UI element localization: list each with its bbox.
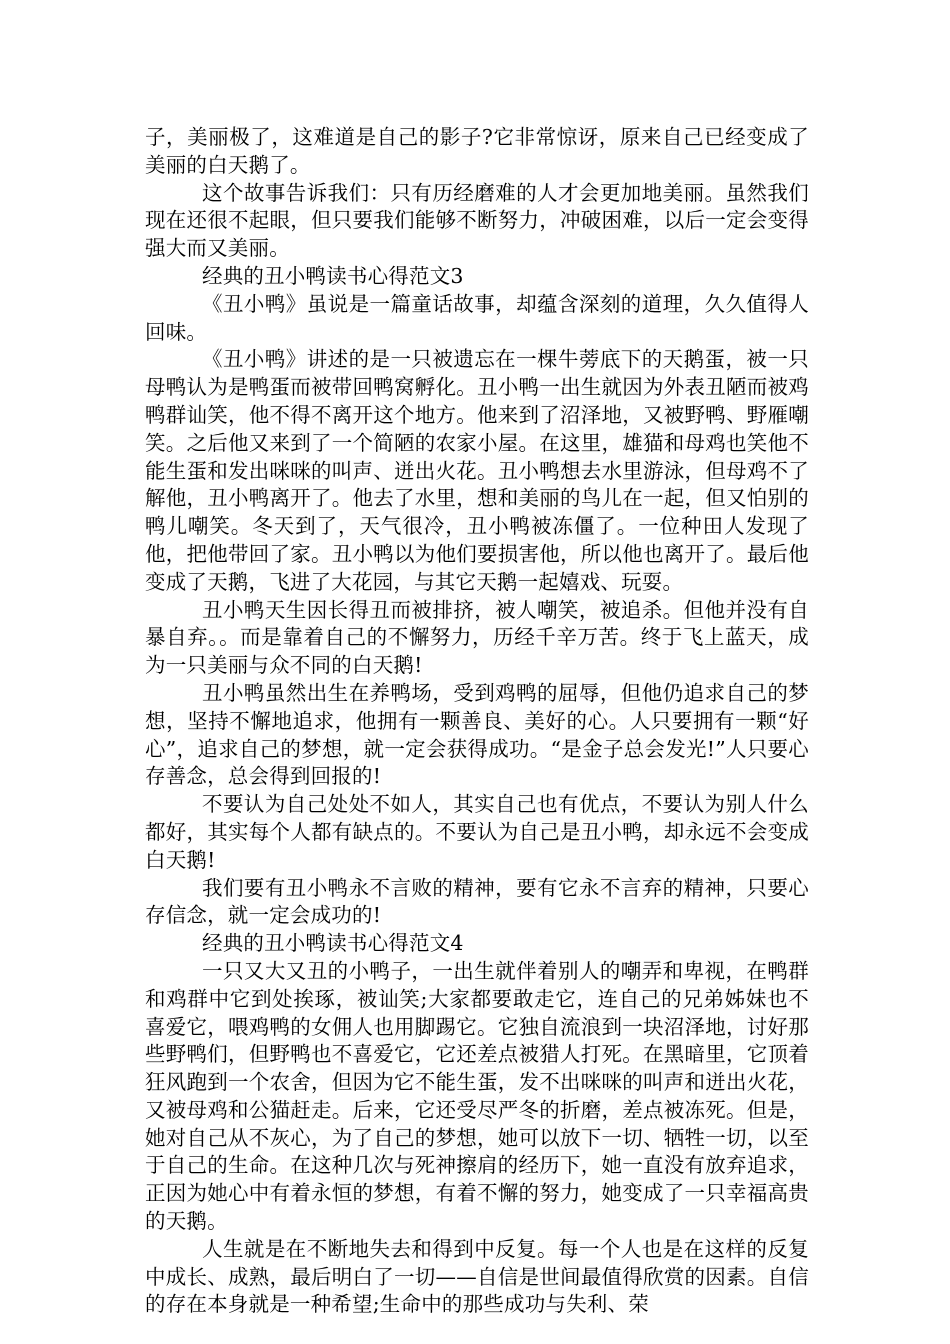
section-heading: 经典的丑小鸭读书心得范文3 bbox=[202, 263, 464, 288]
paragraph: 一只又大又丑的小鸭子，一出生就伴着别人的嘲弄和卑视，在鸭群和鸡群中它到处挨琢，被讪笑;大家都要敢走它，连自己的兄弟姊妹也不喜爱它，喂鸡鸭的女佣人也用脚踢它。它独自流浪到一块沼泽地，讨好那些野鸭们，但野鸭也不喜爱它，它还差点被猎人打死。在黑暗里，它顶着狂风跑到一个农舍，但因为它不能生蛋，发不出咪咪的叫声和迸出火花，又被母鸡和公猫赶走。后来，它还受尽严冬的折磨，差点被冻死。但是，她对自己从不灰心，为了自己的梦想，她可以放下一切、牺牲一切，以至于自己的生命。在这种几次与死神擦肩的经历下，她一直没有放弃追求，正因为她心中有着永恒的梦想，有着不懈的努力，她变成了一只幸福高贵的天鹅。 bbox=[145, 958, 809, 1234]
paragraph: 子，美丽极了，这难道是自己的影子?它非常惊讶，原来自己已经变成了美丽的白天鹅了。 bbox=[145, 125, 809, 177]
paragraph: 丑小鸭虽然出生在养鸭场，受到鸡鸭的屈辱，但他仍追求自己的梦想，坚持不懈地追求，他拥有一颗善良、美好的心。人只要拥有一颗“好心”，追求自己的梦想，就一定会获得成功。“是金子总会发光!”人只要心存善念，总会得到回报的! bbox=[145, 680, 809, 789]
document-page bbox=[145, 124, 809, 1319]
paragraph: 《丑小鸭》讲述的是一只被遗忘在一棵牛蒡底下的天鹅蛋，被一只母鸭认为是鸭蛋而被带回鸭窝孵化。丑小鸭一出生就因为外表丑陋而被鸡鸭群讪笑，他不得不离开这个地方。他来到了沼泽地，又被野鸭、野雁嘲笑。之后他又来到了一个简陋的农家小屋。在这里，雄猫和母鸡也笑他不能生蛋和发出咪咪的叫声、迸出火花。丑小鸭想去水里游泳，但母鸡不了解他，丑小鸭离开了。他去了水里，想和美丽的鸟儿在一起，但又怕别的鸭儿嘲笑。冬天到了，天气很冷，丑小鸭被冻僵了。一位种田人发现了他，把他带回了家。丑小鸭以为他们要损害他，所以他也离开了。最后他变成了天鹅，飞进了大花园，与其它天鹅一起嬉戏、玩耍。 bbox=[145, 347, 809, 594]
section-heading: 经典的丑小鸭读书心得范文4 bbox=[202, 931, 464, 956]
paragraph: 丑小鸭天生因长得丑而被排挤，被人嘲笑，被追杀。但他并没有自暴自弃。。而是靠着自己的不懈努力，历经千辛万苦。终于飞上蓝天，成为一只美丽与众不同的白天鹅! bbox=[145, 597, 809, 678]
paragraph: 不要认为自己处处不如人，其实自己也有优点，不要认为别人什么都好，其实每个人都有缺点的。不要认为自己是丑小鸭，却永远不会变成白天鹅! bbox=[145, 792, 809, 872]
paragraph: 我们要有丑小鸭永不言败的精神，要有它永不言弃的精神，只要心存信念，就一定会成功的! bbox=[145, 875, 809, 928]
paragraph: 《丑小鸭》虽说是一篇童话故事，却蕴含深刻的道理，久久值得人回味。 bbox=[145, 291, 809, 344]
paragraph: 这个故事告诉我们：只有历经磨难的人才会更加地美丽。虽然我们现在还很不起眼，但只要我们能够不断努力，冲破困难，以后一定会变得强大而又美丽。 bbox=[145, 180, 809, 261]
paragraph: 人生就是在不断地失去和得到中反复。每一个人也是在这样的反复中成长、成熟，最后明白了一切——自信是世间最值得欣赏的因素。自信的存在本身就是一种希望;生命中的那些成功与失利、荣 bbox=[145, 1236, 809, 1317]
